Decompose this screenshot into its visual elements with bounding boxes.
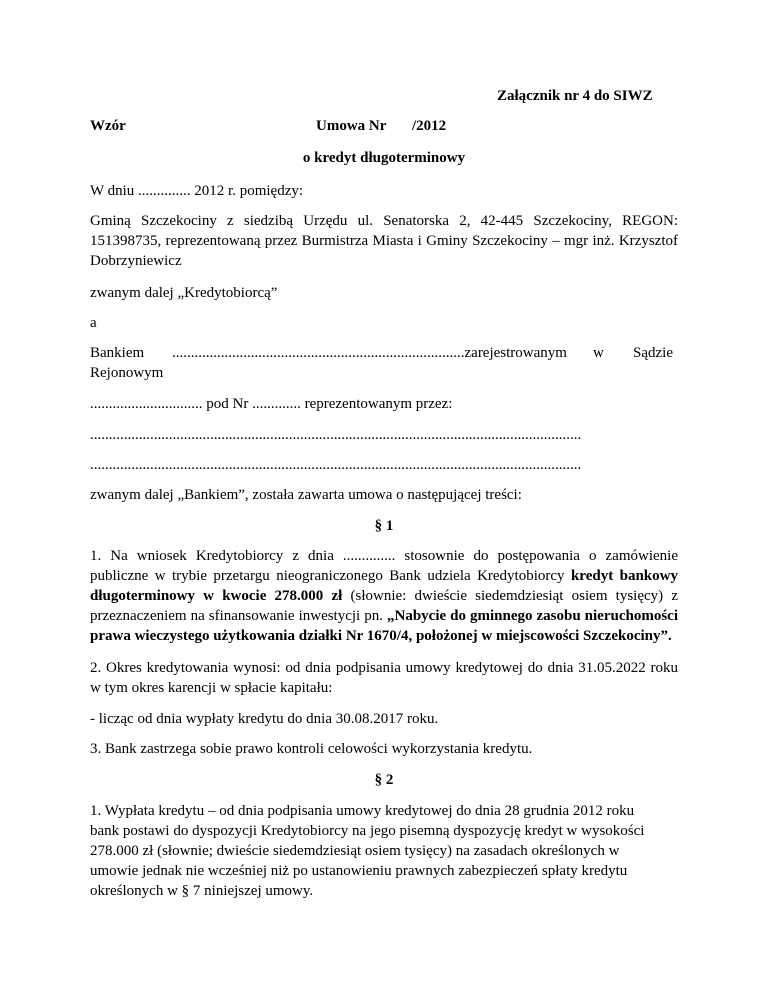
- section1-p1-loan-amount: kredyt bankowy długoterminowy w kwocie 278.000 zł: [90, 568, 678, 604]
- section2-heading: § 2: [374, 772, 394, 788]
- party1-paragraph: Gminą Szczekociny z siedzibą Urzędu ul. Senatorska 2, 42-445 Szczekociny, REGON: 151398735, reprezentowaną przez Burmistrza Miasta i Gminy Szczekociny – mgr inż. Krzysztof Dobrzyniewicz: [90, 213, 678, 269]
- section1-p1-investment-name: „Nabycie do gminnego zasobu nieruchomości prawa wieczystego użytkowania działki Nr 1670/4, położonej w miejscowości Szczekociny”.: [90, 608, 679, 644]
- umowa-nr-label: Umowa Nr: [316, 118, 387, 134]
- bank-definition-line: zwanym dalej „Bankiem”, została zawarta umowa o następującej treści:: [90, 487, 522, 503]
- section1-paragraph1: [90, 546, 678, 646]
- section1-p1-text-c: (słownie: dwieście siedemdziesiąt osiem tysięcy) z przeznaczeniem na sfinansowanie inwestycji pn.: [90, 588, 678, 624]
- section1-paragraph3: 3. Bank zastrzega sobie prawo kontroli celowości wykorzystania kredytu.: [90, 741, 533, 757]
- section2-paragraph1: 1. Wypłata kredytu – od dnia podpisania umowy kredytowej do dnia 28 grudnia 2012 roku bank postawi do dyspozycji Kredytobiorcy na jego pisemną dyspozycję kredyt w wysokości 278.000 zł (słownie; dwieście siedemdziesiąt osiem tysięcy) na zasadach określonych w umowie jednak nie wcześniej niż po ustanowieniu prawnych zabezpieczeń spłaty kredytu określonych w § 7 niniejszej umowy.: [90, 803, 645, 899]
- conjunction-a: a: [90, 315, 97, 331]
- bank-rejonowym: Rejonowym: [90, 365, 164, 381]
- date-line: W dniu .............. 2012 r. pomiędzy:: [90, 183, 304, 199]
- section1-p1-text-a: 1. Na wniosek Kredytobiorcy z dnia .............. stosownie do postępowania o zamówienie publiczne w trybie przetargu nieograniczonego Bank udziela Kredytobiorcy: [90, 548, 678, 584]
- section1-paragraph2: 2. Okres kredytowania wynosi: od dnia podpisania umowy kredytowej do dnia 31.05.2022 roku w tym okres karencji w spłacie kapitału:: [90, 660, 678, 696]
- representative-dots-2: ...................................................................................................................................: [90, 457, 582, 473]
- umowa-year: /2012: [412, 118, 447, 134]
- document-subtitle: o kredyt długoterminowy: [302, 150, 466, 166]
- wzor-label: Wzór: [90, 118, 126, 134]
- kredytobiorca-line: zwanym dalej „Kredytobiorcą”: [90, 285, 278, 301]
- section1-heading: § 1: [374, 518, 394, 534]
- representative-dots-1: ...................................................................................................................................: [90, 427, 582, 443]
- bank-dots: ..............................................................................zarejestrowanym: [172, 345, 567, 361]
- registration-line: .............................. pod Nr ............. reprezentowanym przez:: [90, 396, 453, 412]
- attachment-label: Załącznik nr 4 do SIWZ: [497, 88, 653, 104]
- bank-sad: Sądzie: [633, 345, 673, 361]
- bank-word: Bankiem: [90, 345, 145, 361]
- section1-grace-period: - licząc od dnia wypłaty kredytu do dnia 30.08.2017 roku.: [90, 711, 439, 727]
- bank-w: w: [593, 345, 604, 361]
